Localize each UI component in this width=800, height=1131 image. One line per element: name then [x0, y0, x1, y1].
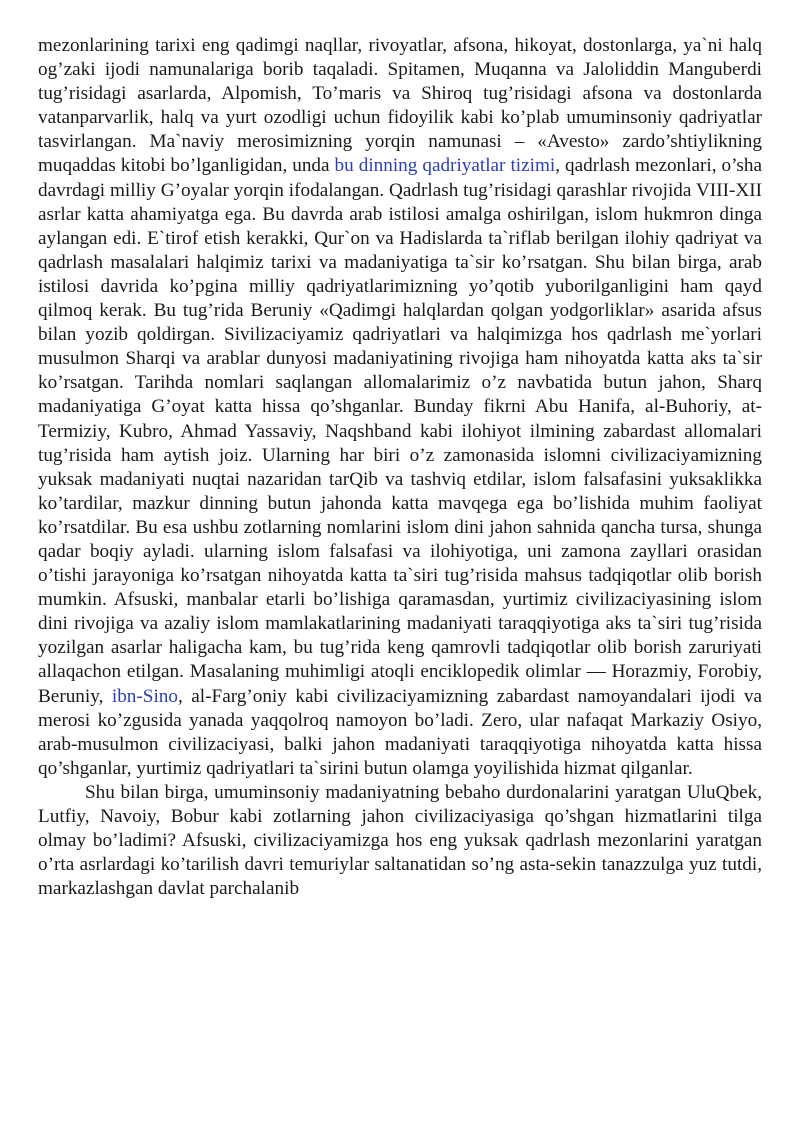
paragraph-1-text-b: , qadrlash mezonlari, o’sha davrdagi milliy G’oyalar yorqin ifodalangan. Qadrlash tug’risidagi qarashlar rivojida VIII-XII asrlar katta ahamiyatga ega. Bu davrda arab istilosi amalga oshirilgan, islom hukmron dinga aylangan edi. E`tirof etish kerakki, Qur`on va Hadislarda ta`riflab berilgan ilohiy qadriyat va qadrlash masalalari halqimiz tarixi va madaniyatiga ta`sir ko’rsatgan. Shu bilan birga, arab istilosi davrida ko’pgina milliy qadriyatlarimizning yo’qotib yuborilganligini ham qayd qilmoq kerak. Bu tug’rida Beruniy «Qadimgi halqlardan qolgan yodgorliklar» asarida afsus bilan yozib qoldirgan. Sivilizaciyamiz qadriyatlari va halqimizga hos qadrlash me`yorlari musulmon Sharqi va arablar dunyosi madaniyatining rivojiga ham nihoyatda katta aks ta`sir ko’rsatgan. Tarihda nomlari saqlangan allomalarimiz o’z navbatida butun jahon, Sharq madaniyatiga G’oyat katta hissa qo’shganlar. Bunday fikrni Abu Hanifa, al-Buhoriy, at-Termiziy, Kubro, Ahmad Yassaviy, Naqshband kabi ilohiyot ilmining zabardast allomalari tug’risida ham aytish joiz. Ularning har biri o’z zamonasida islomni civilizaciyamizning yuksak madaniyati nuqtai nazaridan tarQib va tashviq etdilar, islom falsafasini yuksaklikka ko’tardilar, mazkur dinning butun jahonda katta mavqega ega bo’lishida muhim faoliyat ko’rsatdilar. Bu esa ushbu zotlarning nomlarini islom dini jahon sahnida qancha tursa, shunga qadar boqiy ayladi. ularning islom falsafasi va ilohiyotiga, uni zamona zayllari orasidan o’tishi jarayoniga ko’rsatgan nihoyatda katta ta`siri tug’risida mahsus tadqiqotlar olib borish mumkin. Afsuski, manbalar etarli bo’lishiga qaramasdan, yurtimiz civilizaciyasining islom dini rivojiga va azaliy islom mamlakatlarining madaniyati taraqqiyotiga aks ta`siri tug’risida yozilgan asarlar haligacha kam, bu tug’rida keng qamrovli tadqiqotlar olib borish zaruriyati allaqachon etilgan. Masalaning muhimligi atoqli enciklopedik olimlar — Horazmiy, Forobiy, Beruniy, [38, 155, 763, 707]
document-page [38, 34, 762, 901]
paragraph-1 [38, 34, 762, 781]
link-qadriyatlar-tizimi[interactable]: bu dinning qadriyatlar tizimi [334, 155, 556, 177]
paragraph-1-text-a: mezonlarining tarixi eng qadimgi naqllar, rivoyatlar, afsona, hikoyat, dostonlarga, ya`ni halq og’zaki ijodi namunalariga borib taqaladi. Spitamen, Muqanna va Jaloliddin Manguberdi tug’risidagi asarlarda, Alpomish, To’maris va Shiroq tug’risidagi afsona va dostonlarda vatanparvarlik, halq va yurt ozodligi uchun fidoyilik kabi ko’plab umuminsoniy qadriyatlar tasvirlangan. Ma`naviy merosimizning yorqin namunasi – «Avesto» zardo’shtiylikning muqaddas kitobi bo’lganligidan, unda [38, 35, 762, 177]
link-ibn-sino[interactable]: ibn-Sino [111, 685, 178, 707]
paragraph-1-text-c: , al-Farg’oniy kabi civilizaciyamizning zabardast namoyandalari ijodi va merosi ko’zgusida yanada yaqqolroq namoyon bo’ladi. Zero, ular nafaqat Markaziy Osiyo, arab-musulmon civilizaciyasi, balki jahon madaniyati taraqqiyotiga nihoyatda katta hissa qo’shganlar, yurtimiz qadriyatlari ta`sirini butun olamga yoyilishida hizmat qilganlar. [38, 685, 762, 779]
paragraph-2: Shu bilan birga, umuminsoniy madaniyatning bebaho durdonalarini yaratgan UluQbek, Lutfiy, Navoiy, Bobur kabi zotlarning jahon civilizaciyasiga qo’shgan hizmatlarini tilga olmay bo’ladimi? Afsuski, civilizaciyamizga hos eng yuksak qadrlash mezonlarini yaratgan o’rta asrlardagi ko’tarilish davri temuriylar saltanatidan so’ng asta-sekin tanazzulga yuz tutdi, markazlashgan davlat parchalanib [38, 781, 762, 900]
